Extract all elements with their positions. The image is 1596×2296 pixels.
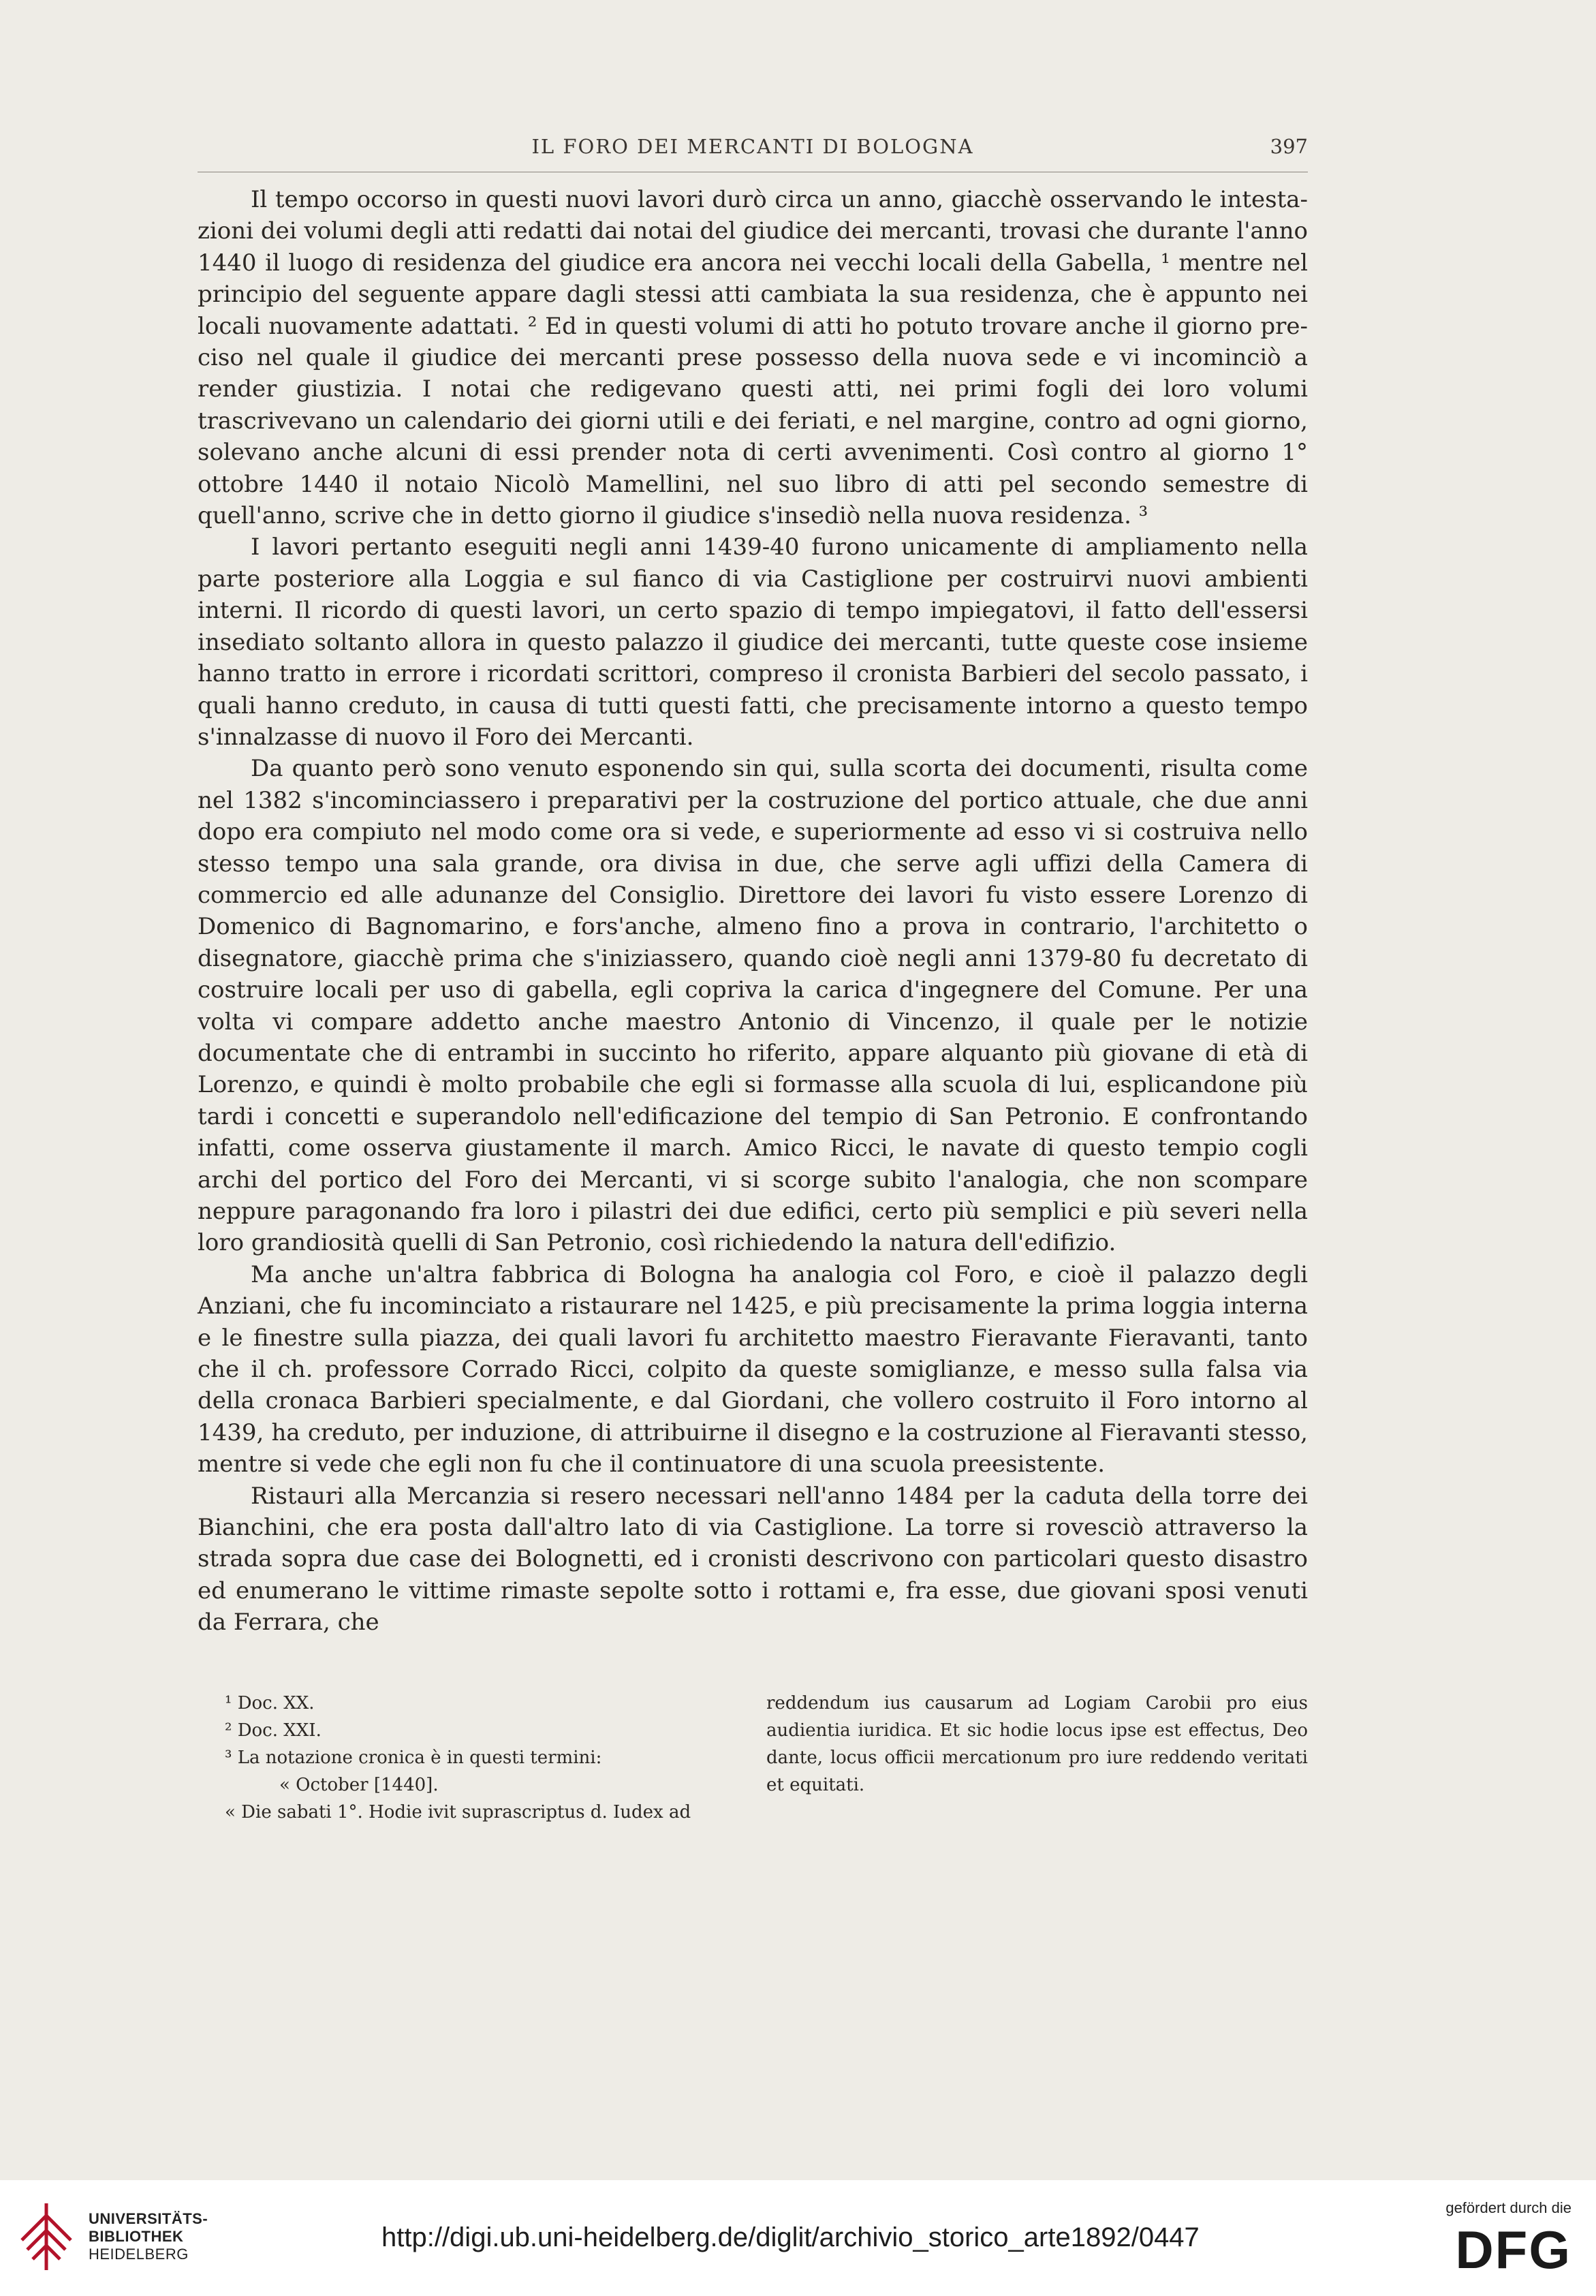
university-library-logo-icon (15, 2199, 78, 2274)
library-name-line: BIBLIOTHEK (89, 2228, 184, 2245)
footnotes (198, 1690, 1308, 1867)
permalink-url[interactable]: http://digi.ub.uni-heidelberg.de/diglit/archivio_storico_arte1892/0447 (381, 2222, 1200, 2252)
footnote-quote: « October [1440]. (279, 1775, 439, 1795)
library-name-line: HEIDELBERG (89, 2246, 189, 2263)
dfg-logo: DFG (1455, 2220, 1571, 2280)
library-name (89, 2210, 208, 2263)
paragraph: Da quanto però sono venuto esponendo sin qui, sulla scorta dei documenti, risulta come nel 1382 s'incominciassero i preparativi per la costruzione del portico attuale, che due anni dopo era compiuto nel modo come ora si vede, e superiormente ad esso vi si costruiva nello stesso tempo una sala grande, ora divisa in due, che serve agli uffizi della Camera di commercio ed alle adunanze del Consiglio. Direttore dei lavori fu visto essere Lorenzo di Domenico di Bagnomarino, e fors'anche, almeno fino a prova in contrario, l'architetto o disegnatore, giacchè prima che s'iniziassero, quando cioè negli anni 1379-80 fu decretato di costruire locali per uso di gabella, egli copriva la carica d'ingegnere del Comune. Per una volta vi compare addetto anche maestro Antonio di Vincenzo, il quale per le notizie documentate che di entrambi in succinto ho riferito, appare alquanto più giovane di età di Lorenzo, e quindi è molto probabile che egli si formasse alla scuola di lui, esplicandone più tardi i concetti e superandolo nell'edificazione del tempio di San Petronio. E confrontando infatti, come osserva giustamente il march. Amico Ricci, le navate di questo tempio cogli archi del portico del Foro dei Mercanti, vi si scorge subito l'analogia, che non scompare neppure paragonando fra loro i pilastri dei due edifici, certo più semplici e più severi nella loro grandiosità quelli di San Petronio, così richiedendo la natura dell'edifizio. (198, 755, 1308, 1257)
paragraph: I lavori pertanto eseguiti negli anni 1439-40 furono unicamente di ampliamento nella parte posteriore alla Loggia e sul fianco di via Castiglione per costruirvi nuovi ambienti interni. Il ricordo di questi lavori, un certo spazio di tempo impiegatovi, il fatto dell'essersi insediato soltanto allora in questo palazzo il giudice dei mercanti, tutte queste cose insieme hanno tratto in errore i ricordati scrittori, compreso il cronista Barbieri del secolo passato, i quali hanno creduto, in causa di tutti questi fatti, che precisamente intorno a questo tempo s'innalzasse di nuovo il Foro dei Mercanti. (198, 533, 1308, 751)
footnotes-right-column (766, 1690, 1308, 1799)
digitization-footer (0, 2180, 1596, 2296)
running-title: IL FORO DEI MERCANTI DI BOLOGNA (531, 135, 974, 158)
body-text (198, 184, 1308, 1639)
footnotes-left-column (225, 1690, 742, 1826)
sponsor-caption: gefördert durch die (1445, 2199, 1571, 2216)
running-head (198, 135, 1308, 166)
footnote: ¹ Doc. XX. (225, 1693, 315, 1713)
footnote: ³ La notazione cronica è in questi termini: (225, 1748, 602, 1768)
footnote: ² Doc. XXI. (225, 1720, 322, 1741)
paragraph: Ma anche un'altra fabbrica di Bologna ha analogia col Foro, e cioè il palazzo degli Anziani, che fu incominciato a ristaurare nel 1425, e più precisamente la prima loggia interna e le finestre sulla piazza, dei quali lavori fu architetto maestro Fieravante Fieravanti, tanto che il ch. professore Corrado Ricci, colpito da queste somiglianze, e messo sulla falsa via della cronaca Barbieri specialmente, e dal Giordani, che vollero costruito il Foro intorno al 1439, ha creduto, per induzione, di attribuirne il disegno e la costruzione al Fieravanti stesso, mentre si vede che egli non fu che il continuatore di una scuola preesistente. (198, 1260, 1308, 1478)
paragraph: Il tempo occorso in questi nuovi lavori durò circa un anno, giacchè osservando le intestazioni dei volumi degli atti redatti dai notai del giudice dei mercanti, trovasi che durante l'anno 1440 il luogo di residenza del giudice era ancora nei vecchi locali della Gabella, ¹ mentre nel principio del seguente appare dagli stessi atti cambiata la sua residenza, che è appunto nei locali nuovamente adattati. ² Ed in questi volumi di atti ho potuto trovare anche il giorno preciso nel quale il giudice dei mercanti prese possesso della nuova sede e vi incominciò a render giustizia. I notai che redigevano questi atti, nei primi fogli dei loro volumi trascrivevano un calendario dei giorni utili e dei feriati, e nel margine, contro ad ogni giorno, solevano anche alcuni di essi prender nota di certi avvenimenti. Così contro al giorno 1° ottobre 1440 il notaio Nicolò Mamellini, nel suo libro di atti pel secondo semestre di quell'anno, scrive che in detto giorno il giudice s'insediò nella nuova residenza. ³ (198, 186, 1308, 530)
footnote-continuation: reddendum ius causarum ad Logiam Carobii pro eius audientia iuridica. Et sic hodie locus ipse est effectus, Deo dante, locus officii mercationum pro iure reddendo veritati et equitati. (766, 1693, 1308, 1795)
sponsor (1445, 2199, 1571, 2280)
footnote-quote: « Die sabati 1°. Hodie ivit suprascriptus d. Iudex ad (225, 1802, 691, 1822)
library-name-line: UNIVERSITÄTS- (89, 2210, 208, 2227)
page-number: 397 (1270, 135, 1308, 158)
paragraph: Ristauri alla Mercanzia si resero necessari nell'anno 1484 per la caduta della torre dei Bianchini, che era posta dall'altro lato di via Castiglione. La torre si rovesciò attraverso la strada sopra due case dei Bolognetti, ed i cronisti descrivono con particolari questo disastro ed enumerano le vittime rimaste sepolte sotto i rottami e, fra esse, due giovani sposi venuti da Ferrara, che (198, 1482, 1308, 1636)
